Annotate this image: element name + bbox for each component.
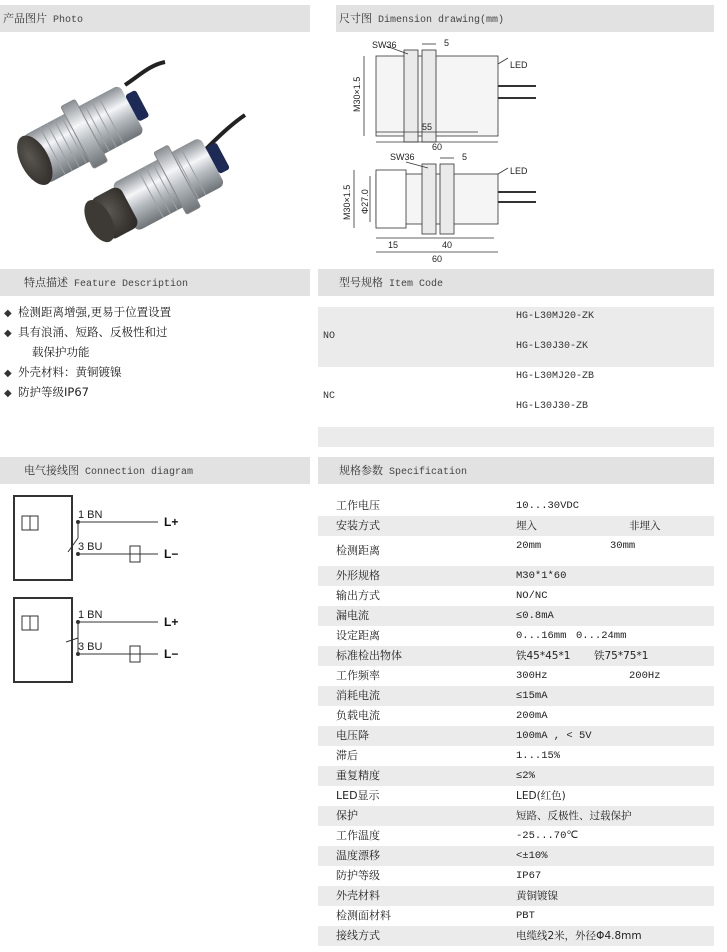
spec-value: NO/NC <box>516 590 548 602</box>
spec-label: 保护 <box>336 809 358 822</box>
item-code-model: HG-L30MJ20-ZK <box>516 311 595 322</box>
dimension-header-cn: 尺寸图 <box>339 12 372 25</box>
feature-text: 载保护功能 <box>32 345 90 359</box>
spec-label: 标准检出物体 <box>336 649 402 662</box>
spec-label: 重复精度 <box>336 769 380 782</box>
wire-bu-label: 3 BU <box>78 541 103 553</box>
dim-bottom-15: 15 <box>388 240 399 250</box>
dimension-header <box>336 5 714 32</box>
spec-value-2: 铁75*75*1 <box>594 650 649 662</box>
spec-value: LED(红色) <box>516 790 566 802</box>
wire-bn-label: 1 BN <box>78 609 103 621</box>
feature-header-cn: 特点描述 <box>24 276 68 289</box>
spec-label: 漏电流 <box>336 609 369 622</box>
specification-header <box>318 457 714 484</box>
sensor-box-2 <box>14 598 72 682</box>
specification-header-cn: 规格参数 <box>339 464 383 477</box>
diamond-bullet-icon: ◆ <box>4 368 12 379</box>
spec-value: 1...15% <box>516 750 561 762</box>
spec-label: 外形规格 <box>336 569 380 582</box>
spec-value: <±10% <box>516 850 548 862</box>
connection-diagram <box>10 492 210 688</box>
dim-bottom-sw: SW36 <box>390 152 415 162</box>
spec-value: 短路、反极性、过载保护 <box>516 810 632 822</box>
spec-label: 输出方式 <box>336 589 380 602</box>
item-code-model: HG-L30J30-ZB <box>516 401 589 412</box>
spec-label: 设定距离 <box>336 629 380 642</box>
spec-value: 100mA , < 5V <box>516 730 592 742</box>
spec-label: 工作温度 <box>336 829 380 842</box>
spec-row <box>318 586 714 606</box>
feature-header <box>0 269 310 296</box>
dim-top-sw: SW36 <box>372 40 397 50</box>
spec-row <box>318 646 714 666</box>
spec-row <box>318 666 714 686</box>
spec-row <box>318 496 714 516</box>
spec-label: 温度漂移 <box>336 849 380 862</box>
connection-header <box>0 457 310 484</box>
spec-label: 电压降 <box>336 729 369 742</box>
spec-value-2: 200Hz <box>629 670 661 682</box>
spec-value: 0...16mm <box>516 630 567 642</box>
spec-value: 10...30VDC <box>516 500 580 512</box>
feature-item <box>4 362 122 384</box>
l-plus-label: L+ <box>164 515 179 529</box>
dim-bottom-w5: 5 <box>462 152 468 162</box>
specification-header-en: Specification <box>389 467 468 478</box>
spec-row <box>318 516 714 536</box>
spec-label: 检测面材料 <box>336 909 391 922</box>
item-code-header-en: Item Code <box>389 279 444 290</box>
spec-row <box>318 726 714 746</box>
spec-value: 300Hz <box>516 670 548 682</box>
dimension-drawing <box>336 34 556 264</box>
spec-value-2: 0...24mm <box>576 630 627 642</box>
connection-header-en: Connection diagram <box>85 467 194 478</box>
spec-label: 滞后 <box>336 749 358 762</box>
feature-text: 防护等级IP67 <box>18 385 89 399</box>
spec-value: IP67 <box>516 870 542 882</box>
sensor-box-1 <box>14 496 72 580</box>
feature-item <box>4 302 171 324</box>
dim-top-thread: M30×1.5 <box>352 76 362 112</box>
spec-label: 接线方式 <box>336 929 380 942</box>
spec-value: 200mA <box>516 710 548 722</box>
spec-row <box>318 746 714 766</box>
spec-value: PBT <box>516 910 535 922</box>
feature-text: 检测距离增强,更易于位置设置 <box>18 305 172 319</box>
spec-row <box>318 926 714 946</box>
item-code-model: HG-L30J30-ZK <box>516 341 589 352</box>
diamond-bullet-icon: ◆ <box>4 308 12 319</box>
item-code-row-no <box>318 307 714 367</box>
spec-row <box>318 706 714 726</box>
spec-row <box>318 906 714 926</box>
item-code-type: NO <box>323 331 336 342</box>
dim-top-60: 60 <box>432 142 443 152</box>
spec-row <box>318 686 714 706</box>
spec-row <box>318 866 714 886</box>
cable-icon <box>125 62 165 85</box>
spec-value: 电缆线2米，外径Φ4.8mm <box>516 930 642 942</box>
item-code-header <box>318 269 714 296</box>
dim-bottom-40: 40 <box>442 240 453 250</box>
photo-header <box>0 5 310 32</box>
spec-row <box>318 846 714 866</box>
dim-bottom-60: 60 <box>432 254 443 264</box>
spec-label: 安装方式 <box>336 519 380 532</box>
spec-value-2: 非埋入 <box>629 520 661 532</box>
spec-row <box>318 626 714 646</box>
feature-item <box>4 382 89 404</box>
diamond-bullet-icon: ◆ <box>4 328 12 339</box>
item-code-row-empty <box>318 427 714 447</box>
spec-value: 20mm <box>516 540 542 552</box>
spec-value: 埋入 <box>516 520 537 532</box>
spec-row <box>318 606 714 626</box>
spec-row <box>318 786 714 806</box>
spec-row <box>318 886 714 906</box>
spec-value-2: 30mm <box>610 540 636 552</box>
spec-value: ≤15mA <box>516 690 548 702</box>
dim-top-led: LED <box>510 60 528 70</box>
spec-value: -25...70℃ <box>516 830 579 842</box>
spec-value: 铁45*45*1 <box>516 650 571 662</box>
spec-label: 防护等级 <box>336 869 380 882</box>
dim-bottom-led: LED <box>510 166 528 176</box>
feature-text: 具有浪涌、短路、反极性和过 <box>18 325 168 339</box>
dim-top-55: 55 <box>422 122 433 132</box>
spec-row <box>318 766 714 786</box>
spec-value: M30*1*60 <box>516 570 567 582</box>
spec-value: ≤0.8mA <box>516 610 554 622</box>
item-code-type: NC <box>323 391 336 402</box>
spec-label: 工作电压 <box>336 499 380 512</box>
spec-label: LED显示 <box>336 789 380 802</box>
spec-label: 负载电流 <box>336 709 380 722</box>
l-minus-label: L− <box>164 647 179 661</box>
diamond-bullet-icon: ◆ <box>4 388 12 399</box>
dimension-header-en: Dimension drawing(mm) <box>378 15 505 26</box>
product-photo <box>0 40 300 260</box>
item-code-model: HG-L30MJ20-ZB <box>516 371 595 382</box>
spec-label: 消耗电流 <box>336 689 380 702</box>
spec-label: 检测距离 <box>336 544 380 557</box>
photo-header-en: Photo <box>53 15 84 26</box>
spec-label: 外壳材料 <box>336 889 380 902</box>
connection-header-cn: 电气接线图 <box>24 464 79 477</box>
l-plus-label: L+ <box>164 615 179 629</box>
spec-value: ≤2% <box>516 770 535 782</box>
item-code-header-cn: 型号规格 <box>339 276 383 289</box>
spec-label: 工作频率 <box>336 669 380 682</box>
spec-row <box>318 806 714 826</box>
feature-header-en: Feature Description <box>74 279 189 290</box>
feature-item <box>32 342 90 362</box>
l-minus-label: L− <box>164 547 179 561</box>
spec-row <box>318 536 714 566</box>
dim-bottom-dia: Φ27.0 <box>360 189 370 214</box>
photo-header-cn: 产品图片 <box>3 12 47 25</box>
spec-row <box>318 826 714 846</box>
feature-item <box>4 322 168 344</box>
spec-row <box>318 566 714 586</box>
feature-text: 外壳材料：黄铜镀镍 <box>18 365 122 379</box>
dim-top-w5: 5 <box>444 38 450 48</box>
dim-bottom-thread: M30×1.5 <box>342 184 352 220</box>
wire-bn-label: 1 BN <box>78 509 103 521</box>
spec-value: 黄铜镀镍 <box>516 890 558 902</box>
wire-bu-label: 3 BU <box>78 641 103 653</box>
item-code-row-nc <box>318 367 714 427</box>
